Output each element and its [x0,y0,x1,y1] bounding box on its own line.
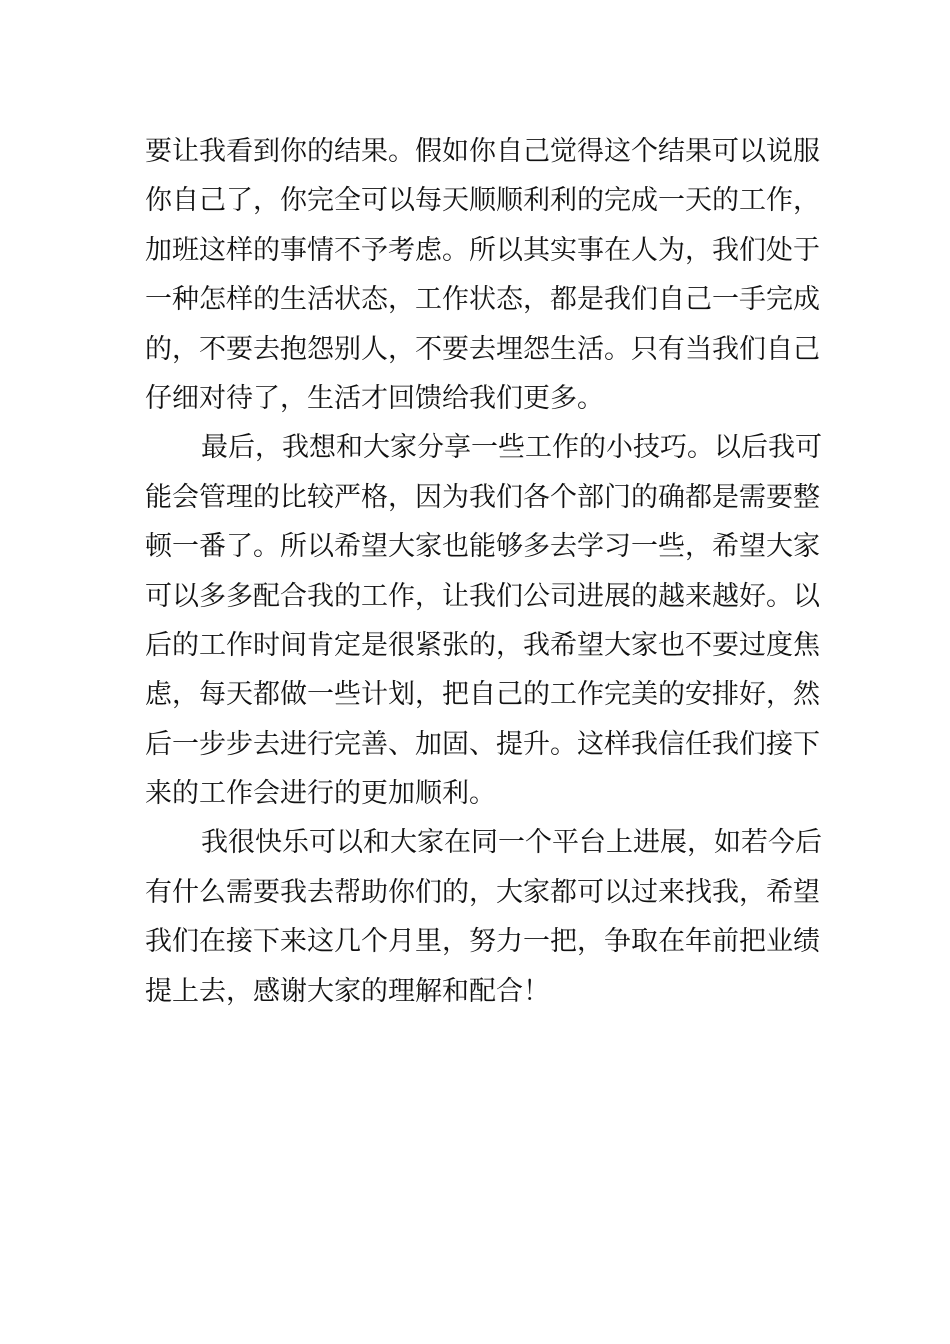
text-line: 仔细对待了，生活才回馈给我们更多。 [145,382,604,414]
text-line: 一种怎样的生活状态，工作状态，都是我们自己一手完成 [145,284,820,316]
paragraph-3 [145,818,822,1016]
text-line: 能会管理的比较严格，因为我们各个部门的确都是需要整 [145,481,820,513]
text-line: 我们在接下来这几个月里，努力一把，争取在年前把业绩 [145,926,820,958]
text-line: 提上去，感谢大家的理解和配合！ [145,975,550,1007]
text-line: 可以多多配合我的工作，让我们公司进展的越来越好。以 [145,580,820,612]
text-line: 我很快乐可以和大家在同一个平台上进展，如若今后 [201,827,822,859]
text-line: 的，不要去抱怨别人，不要去埋怨生活。只有当我们自己 [145,333,820,365]
text-line: 要让我看到你的结果。假如你自己觉得这个结果可以说服 [145,136,820,167]
text-line: 你自己了，你完全可以每天顺顺利利的完成一天的工作， [145,185,820,217]
text-line: 来的工作会进行的更加顺利。 [145,778,496,810]
text-line: 有什么需要我去帮助你们的，大家都可以过来找我，希望 [145,876,820,908]
text-line: 虑，每天都做一些计划，把自己的工作完美的安排好，然 [145,679,820,711]
text-line: 后一步步去进行完善、加固、提升。这样我信任我们接下 [145,728,820,760]
text-line: 顿一番了。所以希望大家也能够多去学习一些，希望大家 [145,531,820,563]
paragraph-1 [145,127,820,423]
paragraph-2 [145,423,822,818]
document-body [145,127,822,1016]
text-line: 加班这样的事情不予考虑。所以其实事在人为，我们处于 [145,234,820,266]
text-line: 最后，我想和大家分享一些工作的小技巧。以后我可 [201,432,822,464]
text-line: 后的工作时间肯定是很紧张的，我希望大家也不要过度焦 [145,629,820,661]
